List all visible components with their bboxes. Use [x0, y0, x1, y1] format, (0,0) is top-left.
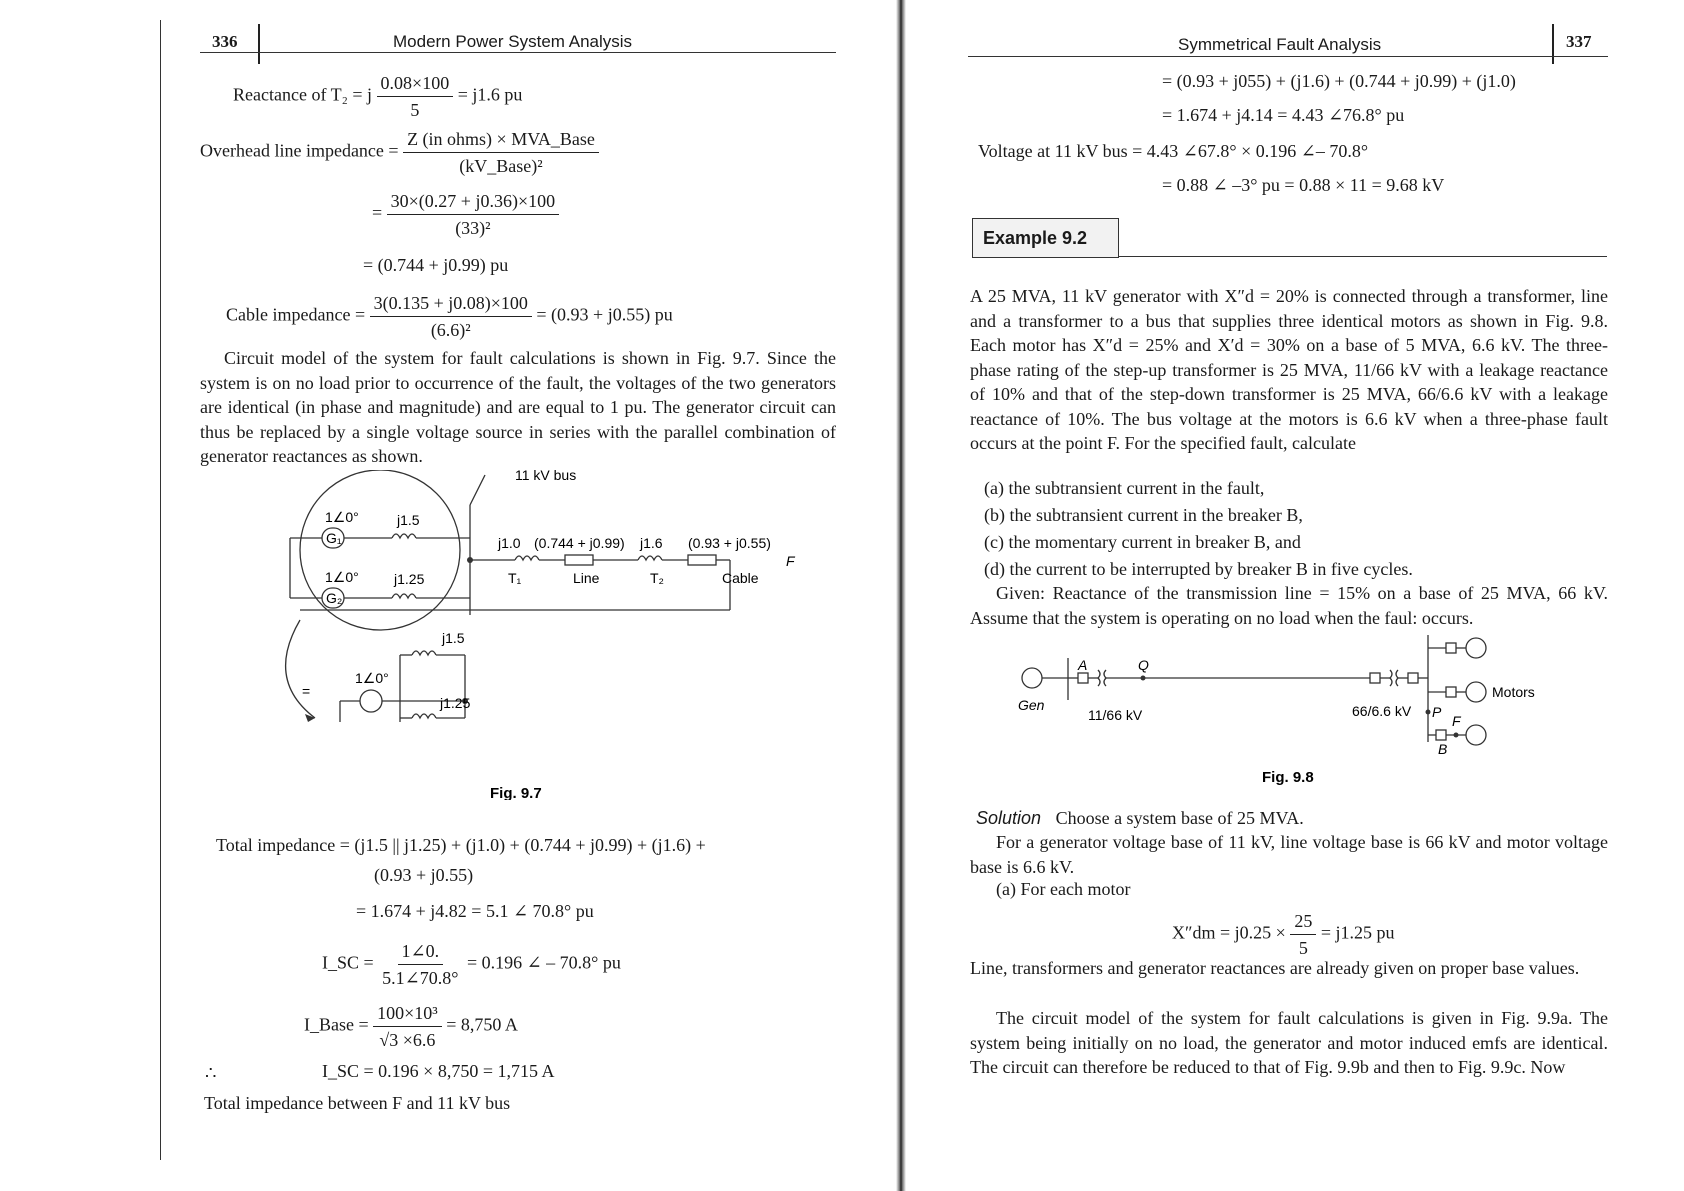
item-b: (b) the subtransient current in the breaker B, [984, 505, 1303, 525]
label-g2-source: 1∠0° [325, 569, 359, 585]
eq-overhead-line-3: = (0.744 + j0.99) pu [363, 255, 509, 275]
figure-9-8 [1010, 630, 1610, 790]
example-paragraph: A 25 MVA, 11 kV generator with X″d = 20% is connected through a transformer, line and a transformer to a bus that supplies three identical motors as shown in Fig. 9.8. Each motor has X″d = 25% and X′d = 30% on a base of 5 MVA, 6.6 kV. The three-phase rating of the step-up transformer is 25 MVA, 11/66 kV with a leakage reactance of 10% and that of the step-down transformer is 25 MVA, 66/6.6 kV with a leakage reactance of 10%. The bus voltage at the motors is 6.6 kV when a three-phase fault occurs at the point F. For the specified fault, calculate [970, 286, 1608, 453]
eq-num: 25 [1290, 908, 1316, 935]
label-fault: F [786, 553, 795, 569]
eq-den: 5 [1298, 938, 1308, 958]
item-d: (d) the current to be interrupted by breaker B in five cycles. [984, 559, 1413, 579]
header-tick [258, 24, 260, 64]
curved-arrow [286, 620, 315, 718]
eq-num: Z (in ohms) × MVA_Base [403, 126, 599, 153]
eq-overhead-line [200, 126, 599, 179]
page-number-right: 337 [1566, 32, 1592, 51]
example-9-2-box [972, 218, 1119, 258]
eq-result: = 8,750 A [446, 1014, 518, 1035]
transformer-2-coil-a [1390, 670, 1392, 686]
breaker-b [1436, 730, 1446, 740]
transformer-2-coil-b [1396, 670, 1398, 686]
t1-coil [515, 556, 539, 560]
breaker-lv [1408, 673, 1418, 683]
example-rule [1119, 256, 1607, 257]
continuation-2: = 1.674 + j4.14 = 4.43 ∠76.8° pu [1162, 105, 1405, 125]
label-t2: T₂ [650, 570, 664, 586]
fig-9-7-caption: Fig. 9.7 [490, 785, 542, 800]
figure-9-7 [260, 470, 800, 800]
eq-den: (33)² [455, 218, 491, 238]
solution-line-1 [976, 805, 1304, 831]
item-c: (c) the momentary current in breaker B, and [984, 532, 1301, 552]
solution-item-a: (a) For each motor [996, 879, 1131, 899]
breaker-line-end [1370, 673, 1380, 683]
eq-den: (kV_Base)² [459, 156, 543, 176]
eq-num: 3(0.135 + j0.08)×100 [370, 290, 532, 317]
eq-den: √3 ×6.6 [379, 1030, 436, 1050]
eq-den: 5 [410, 100, 420, 120]
last-line-left: Total impedance between F and 11 kV bus [204, 1093, 511, 1113]
eq-result: = 0.196 ∠ – 70.8° pu [466, 952, 621, 973]
label-p: P [1432, 704, 1442, 720]
eq-overhead-line-2 [372, 188, 559, 241]
solution-text-1: Choose a system base of 25 MVA. [1055, 808, 1304, 828]
eq-isc [322, 938, 621, 991]
t2-coil [638, 556, 662, 560]
label-g2-x: j1.25 [394, 571, 425, 587]
paragraph-base-values: Line, transformers and generator reactances are already given on proper base values. [970, 958, 1580, 978]
label-t2-x: j1.6 [640, 535, 663, 551]
label-g1: G₁ [326, 530, 342, 546]
eq-result: = j1.25 pu [1320, 922, 1395, 943]
eq-xdm [1172, 908, 1394, 961]
item-a: (a) the subtransient current in the fault, [984, 478, 1265, 498]
eq-source [360, 690, 382, 712]
g2-reactance-coil [392, 594, 416, 598]
generator-symbol [1022, 668, 1042, 688]
label-t1-x: j1.0 [498, 535, 521, 551]
breaker-a [1078, 673, 1088, 683]
label-q: Q [1138, 657, 1149, 673]
label-line: Line [573, 570, 600, 586]
eq-isc-final: I_SC = 0.196 × 8,750 = 1,715 A [322, 1061, 555, 1081]
label-line-z: (0.744 + j0.99) [534, 535, 625, 551]
eq-result: = j1.6 pu [457, 84, 523, 105]
eq-ibase [304, 1000, 518, 1053]
line-impedance [565, 555, 593, 565]
motor-2 [1466, 682, 1486, 702]
transformer-1-coil-a [1098, 670, 1100, 686]
label-eq-x2: j1.25 [440, 695, 471, 711]
voltage-line-2: = 0.88 ∠ –3° pu = 0.88 × 11 = 9.68 kV [1162, 175, 1445, 195]
eq-label: Cable impedance = [226, 304, 366, 325]
label-g2: G₂ [326, 590, 343, 606]
total-impedance-line-1: Total impedance = (j1.5 || j1.25) + (j1.0) + (0.744 + j0.99) + (j1.6) + [216, 835, 706, 855]
eq-label: I_Base = [304, 1014, 369, 1035]
g1-reactance-coil [392, 534, 416, 538]
label-t1: T₁ [508, 570, 522, 586]
label-t1-rating: 11/66 kV [1088, 707, 1143, 723]
label-a: A [1078, 657, 1088, 673]
paragraph-circuit-model-right: The circuit model of the system for fault calculations is given in Fig. 9.9a. The system being initially on no load, the generator and motor induced emfs are identical. The circuit can therefore be reduced to that of Fig. 9.9b and then to Fig. 9.9c. Now [970, 1008, 1608, 1077]
eq-label: I_SC = [322, 952, 374, 973]
label-gen: Gen [1018, 697, 1045, 713]
eq-result: = (0.93 + j0.55) pu [536, 304, 673, 325]
eq-label: Overhead line impedance = [200, 140, 399, 161]
motor-3 [1466, 725, 1486, 745]
paragraph-circuit-model: Circuit model of the system for fault calculations is shown in Fig. 9.7. Since the system is on no load prior to occurrence of the fault, the voltages of the two generators are identical (in phase and magnitude) and are equal to 1 pu. The generator circuit can thus be replaced by a single voltage source in series with the parallel combination of generator reactances as shown. [200, 348, 836, 466]
motor-1 [1466, 638, 1486, 658]
label-f: F [1452, 713, 1461, 729]
eq-num: 30×(0.27 + j0.36)×100 [387, 188, 559, 215]
label-bus: 11 kV bus [515, 470, 577, 483]
solution-paragraph-2: For a generator voltage base of 11 kV, line voltage base is 66 kV and motor voltage base is 6.6 kV. [970, 832, 1608, 877]
given-paragraph: Given: Reactance of the transmission line = 15% on a base of 25 MVA, 66 kV. Assume that the system is operating on no load when the faul: occurs. [970, 583, 1608, 628]
header-rule-right [968, 56, 1608, 57]
total-impedance-line-2: (0.93 + j0.55) [374, 865, 474, 885]
label-motors: Motors [1492, 684, 1535, 700]
running-head-right: Symmetrical Fault Analysis [1178, 35, 1382, 54]
label-eq-x1: j1.5 [442, 630, 465, 646]
example-title: Example 9.2 [983, 227, 1088, 248]
eq-num: 100×10³ [373, 1000, 442, 1027]
voltage-line-1: Voltage at 11 kV bus = 4.43 ∠67.8° × 0.196 ∠– 70.8° [978, 141, 1369, 161]
transformer-1-coil-b [1104, 670, 1106, 686]
label-equals: = [302, 683, 311, 699]
therefore-symbol: ∴ [205, 1063, 217, 1083]
eq-label: Reactance of T₂ = j [233, 84, 373, 105]
label-cable-z: (0.93 + j0.55) [688, 535, 771, 551]
total-impedance-line-3: = 1.674 + j4.82 = 5.1 ∠ 70.8° pu [356, 901, 594, 921]
fig-9-8-caption: Fig. 9.8 [1262, 769, 1314, 786]
label-t2-rating: 66/6.6 kV [1352, 703, 1412, 719]
generator-group-circle [300, 470, 460, 630]
label-g1-x: j1.5 [397, 512, 420, 528]
cable-impedance [688, 555, 716, 565]
running-head-left: Modern Power System Analysis [393, 32, 633, 51]
eq-cable [226, 290, 673, 343]
eq-num: 1∠0. [398, 938, 444, 965]
eq-den: 5.1∠70.8° [382, 968, 459, 988]
eq-num: 0.08×100 [377, 70, 454, 97]
solution-label: Solution [976, 808, 1042, 828]
label-b: B [1438, 741, 1448, 757]
eq-reactance-t2 [233, 70, 522, 123]
label-eq-source: 1∠0° [355, 670, 389, 686]
continuation-1: = (0.93 + j055) + (j1.6) + (0.744 + j0.99) + (j1.0) [1162, 71, 1516, 91]
page-number-left: 336 [212, 32, 238, 51]
eq-prefix: = [372, 202, 383, 223]
label-cable: Cable [722, 570, 759, 586]
eq-den: (6.6)² [430, 320, 471, 340]
eq-label: X″dm = j0.25 × [1172, 922, 1286, 943]
label-g1-source: 1∠0° [325, 509, 359, 525]
header-rule-left [200, 52, 836, 53]
header-tick-right [1552, 24, 1554, 64]
